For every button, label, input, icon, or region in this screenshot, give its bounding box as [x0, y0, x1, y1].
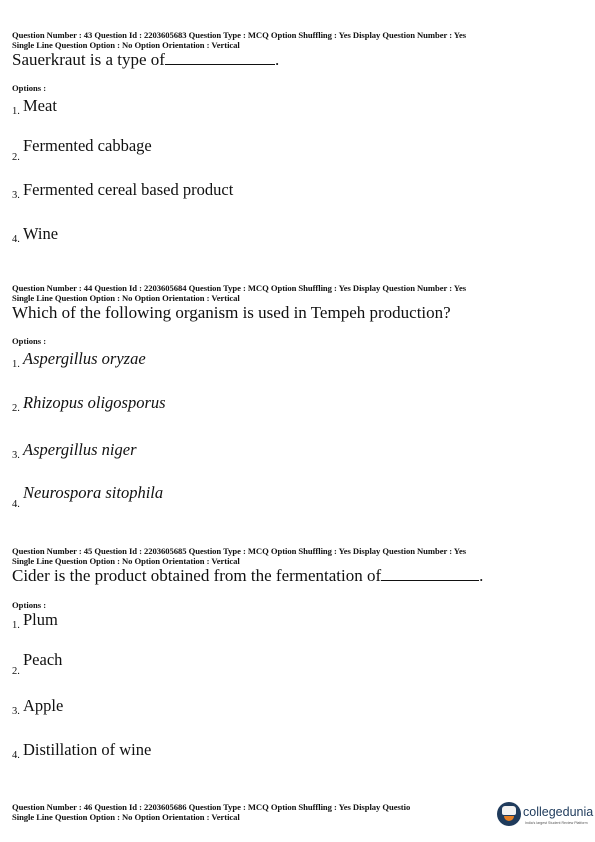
option-1 [12, 96, 572, 120]
option-text: Aspergillus niger [23, 440, 137, 459]
option-2 [12, 650, 572, 677]
question-meta-line-2: Single Line Question Option : No Option Orientation : Vertical [12, 293, 240, 303]
watermark-tagline: India's largest Student Review Platform [525, 821, 588, 825]
question-meta-line-1: Question Number : 43 Question Id : 2203605683 Question Type : MCQ Option Shuffling : Yes Display Question Number : Yes [12, 30, 467, 40]
option-1 [12, 610, 572, 634]
option-number: 2. [12, 152, 20, 163]
graduate-logo-icon [497, 802, 521, 826]
question-meta-line-2: Single Line Question Option : No Option Orientation : Vertical [12, 40, 240, 50]
option-3 [12, 440, 572, 464]
option-4 [12, 483, 572, 510]
option-number: 4. [12, 234, 20, 245]
question-text-end: . [274, 50, 280, 69]
options-label: Options : [12, 83, 47, 93]
question-text-content: Cider is the product obtained from the fermentation of [12, 566, 382, 585]
option-number: 3. [12, 190, 20, 201]
option-number: 3. [12, 450, 20, 461]
option-number: 2. [12, 666, 20, 677]
option-number: 1. [12, 620, 20, 631]
options-label: Options : [12, 336, 47, 346]
question-meta-line-2: Single Line Question Option : No Option Orientation : Vertical [12, 556, 240, 566]
option-number: 1. [12, 106, 20, 117]
option-4 [12, 224, 572, 248]
option-1 [12, 349, 572, 373]
question-text [12, 50, 587, 70]
option-3 [12, 696, 572, 720]
option-number: 2. [12, 403, 20, 414]
question-text-end: . [479, 566, 484, 585]
option-text: Distillation of wine [23, 740, 152, 759]
option-number: 4. [12, 750, 20, 761]
collegedunia-watermark [497, 802, 593, 832]
option-number: 4. [12, 499, 20, 510]
option-text: Fermented cabbage [23, 136, 152, 155]
question-meta-line-1: Question Number : 45 Question Id : 2203605685 Question Type : MCQ Option Shuffling : Yes Display Question Number : Yes [12, 546, 467, 556]
option-text: Neurospora sitophila [23, 483, 164, 502]
watermark-name: collegedunia [523, 805, 594, 819]
option-4 [12, 740, 572, 764]
answer-blank [165, 50, 275, 65]
question-45 [12, 546, 587, 761]
option-number: 1. [12, 359, 20, 370]
option-2 [12, 393, 572, 417]
question-text [12, 566, 587, 586]
options-label: Options : [12, 600, 47, 610]
option-text: Plum [23, 610, 58, 629]
question-text: Which of the following organism is used in Tempeh production? [12, 303, 451, 322]
question-meta-line-1: Question Number : 44 Question Id : 2203605684 Question Type : MCQ Option Shuffling : Yes Display Question Number : Yes [12, 283, 467, 293]
option-number: 3. [12, 706, 20, 717]
option-text: Rhizopus oligosporus [23, 393, 166, 412]
option-text: Fermented cereal based product [23, 180, 234, 199]
option-text: Apple [23, 696, 64, 715]
option-text: Wine [23, 224, 59, 243]
option-text: Meat [23, 96, 57, 115]
question-meta-line-1: Question Number : 46 Question Id : 2203605686 Question Type : MCQ Option Shuffling : Yes Display Questio [12, 802, 411, 812]
question-44 [12, 283, 587, 510]
question-43 [12, 30, 587, 245]
option-text: Peach [23, 650, 63, 669]
option-3 [12, 180, 572, 204]
option-2 [12, 136, 572, 163]
question-text-content: Sauerkraut is a type of [12, 50, 165, 69]
option-text: Aspergillus oryzae [23, 349, 146, 368]
question-meta-line-2: Single Line Question Option : No Option Orientation : Vertical [12, 812, 240, 822]
answer-blank [381, 566, 479, 581]
